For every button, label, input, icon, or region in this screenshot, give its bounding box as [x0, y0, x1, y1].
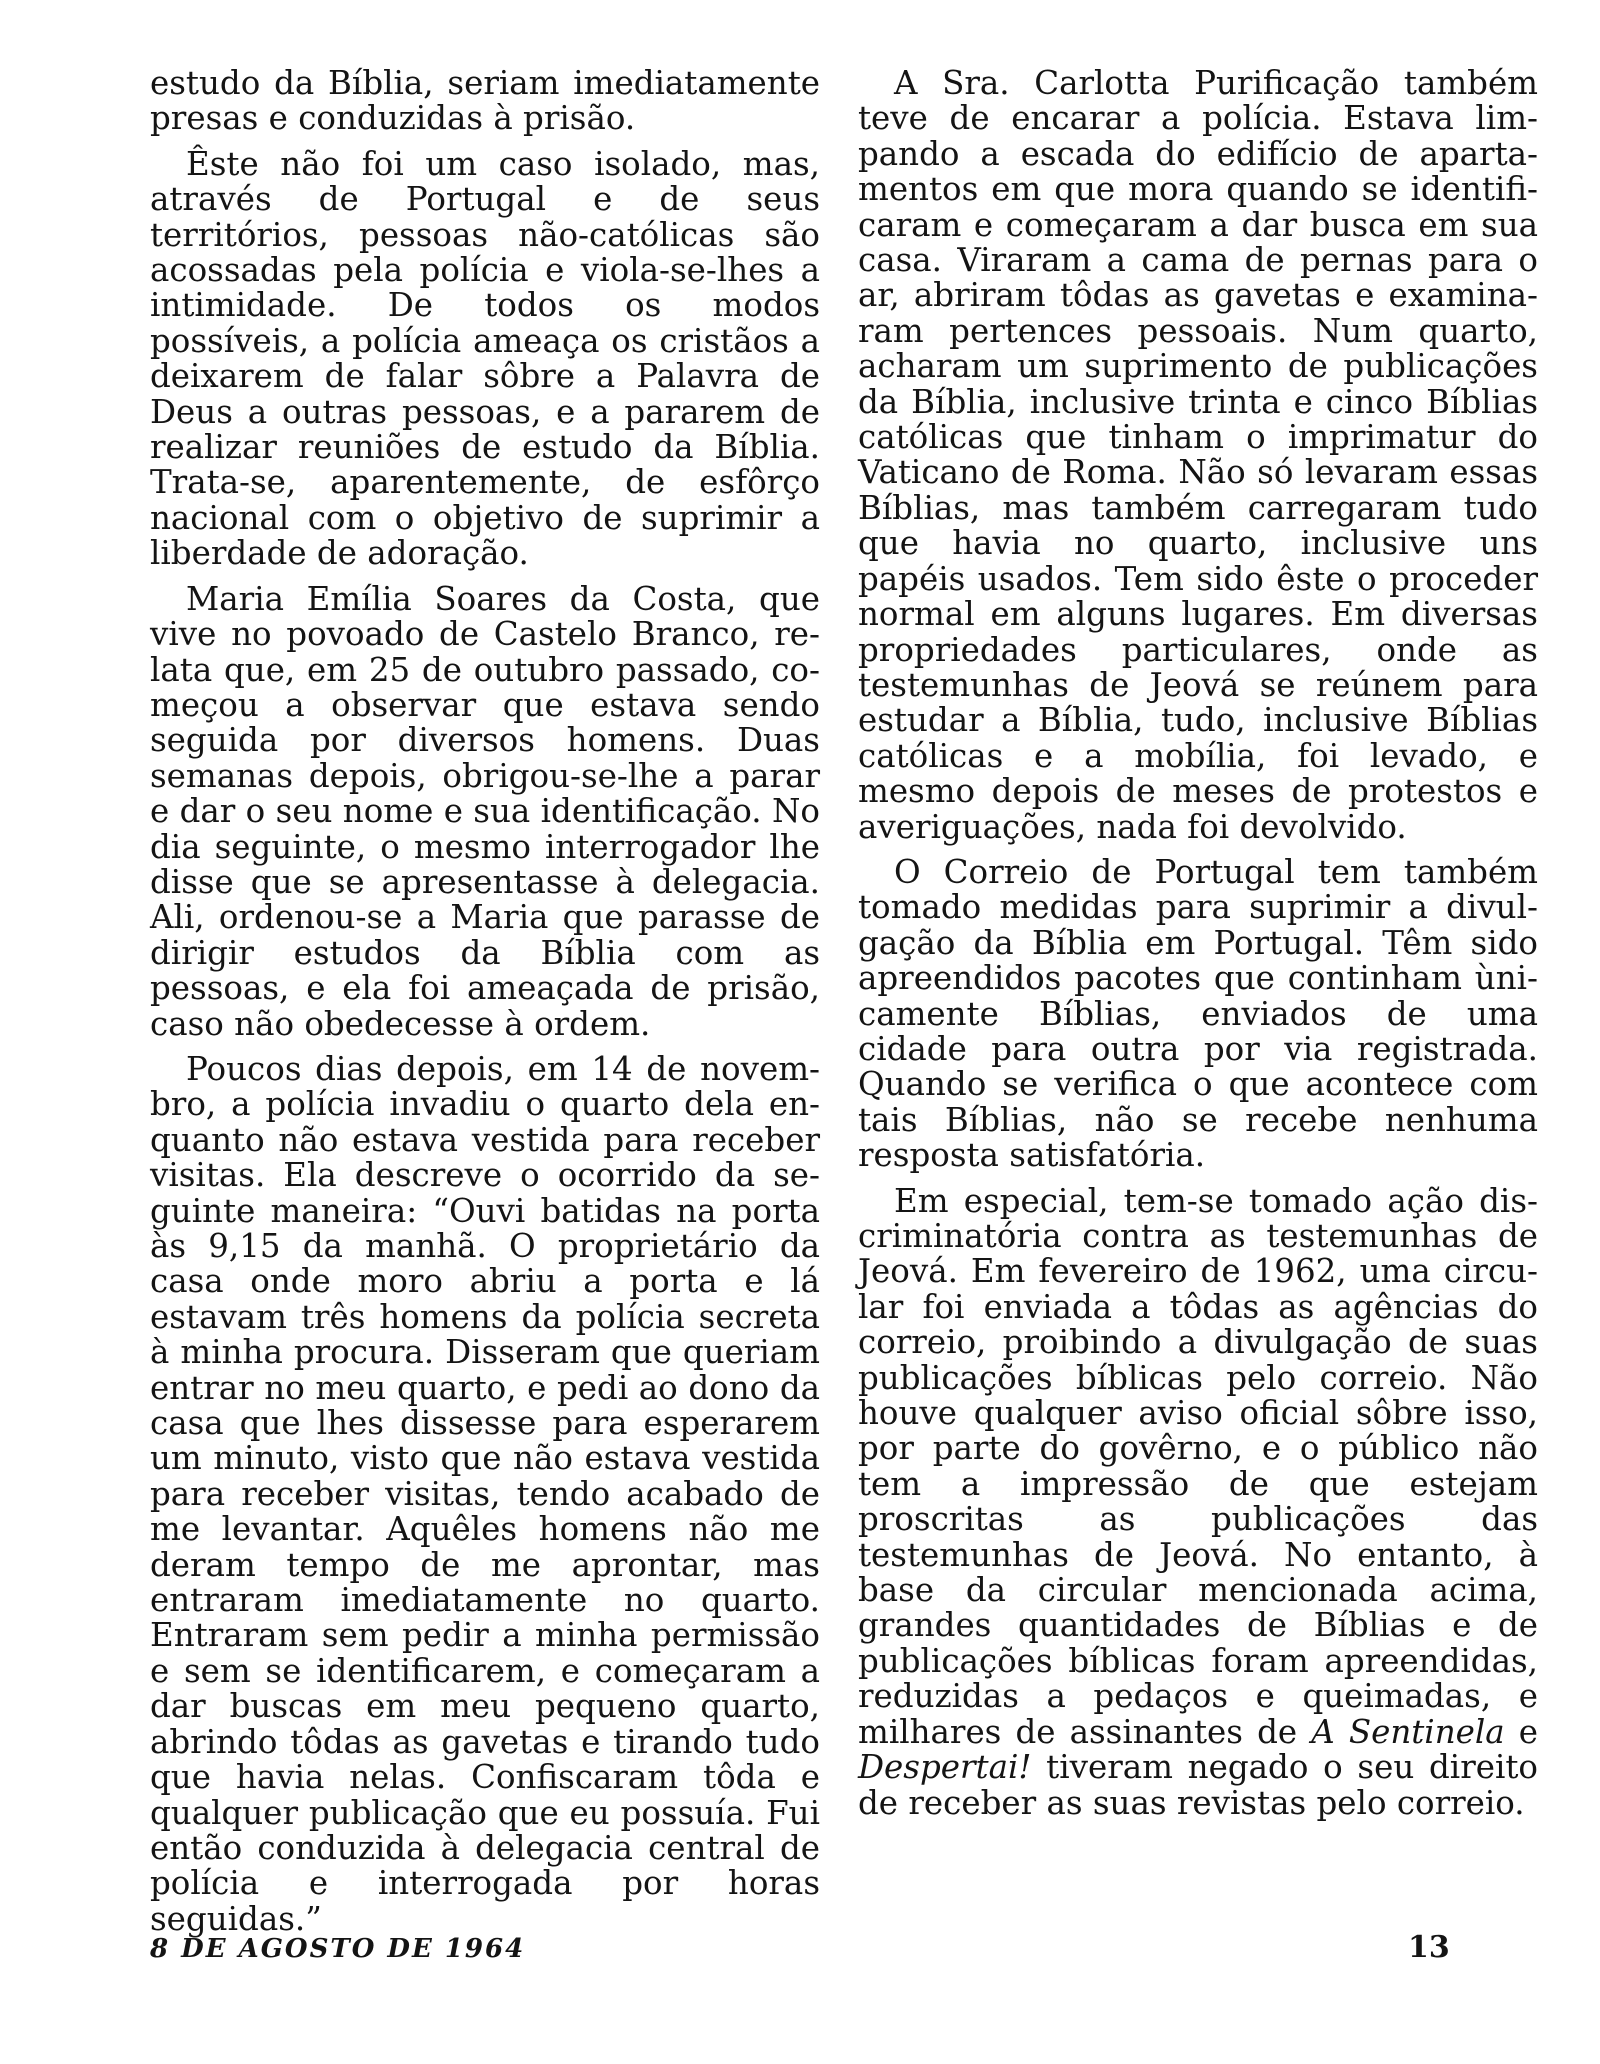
paragraph-text: tiveram negado o seu direito de receber as suas revistas pelo correio.: [858, 1748, 1538, 1822]
paragraph: Maria Emília Soares da Costa, que vive no povoado de Castelo Branco, relata que, em 25 de outubro passado, começou a observar que estava sendo seguida por diversos homens. Duas semanas depois, obrigou-se-lhe a parar e dar o seu nome e sua identificação. No dia seguinte, o mesmo interrogador lhe disse que se apresentasse à delegacia. Ali, ordenou-se a Maria que parasse de dirigir estudos da Bíblia com as pessoas, e ela foi ameaçada de prisão, caso não obedecesse à ordem.: [150, 579, 820, 1043]
issue-date: 8 DE AGOSTO DE 1964: [150, 1934, 526, 1964]
magazine-title-sentinela: A Sentinela: [1311, 1712, 1505, 1751]
paragraph: A Sra. Carlotta Purificação também teve de encarar a polícia. Estava limpando a escada do edifício de apartamentos em que mora quando se identificaram e começaram a dar busca em sua casa. Viraram a cama de pernas para o ar, abriram tôdas as gavetas e examinaram pertences pessoais. Num quarto, acharam um suprimento de publicações da Bíblia, inclusive trinta e cinco Bíblias católicas que tinham o imprimatur do Vaticano de Roma. Não só levaram essas Bíblias, mas também carregaram tudo que havia no quarto, inclusive uns papéis usados. Tem sido êste o proceder normal em alguns lugares. Em diversas propriedades particulares, onde as testemunhas de Jeová se reúnem para estudar a Bíblia, tudo, inclusive Bíblias católicas e a mobília, foi levado, e mesmo depois de meses de protestos e averiguações, nada foi devolvido.: [858, 64, 1538, 846]
paragraph: O Correio de Portugal tem também tomado medidas para suprimir a divulgação da Bíblia em Portugal. Têm sido apreendidos pacotes que continham ùnicamente Bíblias, enviados de uma cidade para outra por via registrada. Quando se verifica o que acontece com tais Bíblias, não se recebe nenhuma resposta satisfatória.: [858, 852, 1538, 1175]
paragraph-continuation: estudo da Bíblia, seriam imediatamente presas e conduzidas à prisão.: [150, 64, 820, 138]
left-column: [150, 66, 820, 1937]
paragraph: Poucos dias depois, em 14 de novembro, a polícia invadiu o quarto dela enquanto não estava vestida para receber visitas. Ela descreve o ocorrido da seguinte maneira: “Ouvi batidas na porta às 9,15 da manhã. O proprietário da casa onde moro abriu a porta e lá estavam três homens da polícia secreta à minha procura. Disseram que queriam entrar no meu quarto, e pedi ao dono da casa que lhes dissesse para esperarem um minuto, visto que não estava vestida para receber visitas, tendo acabado de me levantar. Aquêles homens não me deram tempo de me aprontar, mas entraram imediatamente no quarto. Entraram sem pedir a minha permissão e sem se identificarem, e começaram a dar buscas em meu pequeno quarto, abrindo tôdas as gavetas e tirando tudo que havia nelas. Confiscaram tôda e qualquer publicação que eu possuía. Fui então conduzida à delegacia central de polícia e interrogada por horas seguidas.”: [150, 1049, 820, 1938]
right-column: [858, 66, 1538, 1821]
paragraph-final: [858, 1181, 1538, 1822]
paragraph: Êste não foi um caso isolado, mas, através de Portugal e de seus territórios, pessoas não-católicas são acossadas pela polícia e viola-se-lhes a intimidade. De todos os modos possíveis, a polícia ameaça os cristãos a deixarem de falar sôbre a Palavra de Deus a outras pessoas, e a pararem de realizar reuniões de estudo da Bíblia. Trata-se, aparentemente, de esfôrço nacional com o objetivo de suprimir a liberdade de adoração.: [150, 144, 820, 573]
paragraph-text: e: [1504, 1712, 1538, 1751]
magazine-title-despertai: Despertai!: [858, 1748, 1032, 1787]
paragraph-text: Em especial, tem-se tomado ação discriminatória contra as testemunhas de Jeová. Em fevereiro de 1962, uma circular foi enviada a tôdas as agências do correio, proibindo a divulgação de suas publicações bíblicas pelo correio. Não houve qualquer aviso oficial sôbre isso, por parte do govêrno, e o público não tem a impressão de que estejam proscritas as publicações das testemunhas de Jeová. No entanto, à base da circular mencionada acima, grandes quantidades de Bíblias e de publicações bíblicas foram apreendidas, reduzidas a pedaços e queimadas, e milhares de assinantes de: [858, 1181, 1538, 1751]
page-number: 13: [1408, 1930, 1450, 1965]
